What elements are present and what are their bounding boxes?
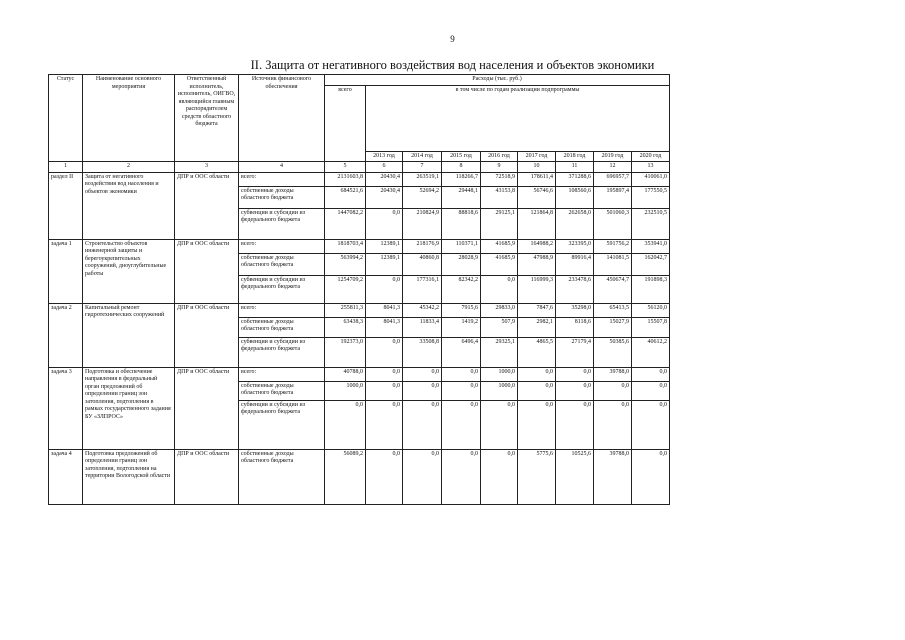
cell-year-value: 118266,7 <box>442 172 481 186</box>
cell-year-value: 0,0 <box>481 449 518 504</box>
cell-year-value: 27179,4 <box>556 337 594 367</box>
cell-year-value: 15027,9 <box>594 317 632 337</box>
cell-year-value: 0,0 <box>366 449 403 504</box>
cell-year-value: 29448,1 <box>442 186 481 208</box>
cell-year-value: 0,0 <box>518 400 556 449</box>
row-status: задача 4 <box>49 449 83 504</box>
column-index-row <box>49 162 670 173</box>
cell-year-value: 0,0 <box>366 381 403 400</box>
cell-total: 255811,3 <box>325 303 366 317</box>
cell-year-value: 450674,7 <box>594 275 632 303</box>
cell-year-value: 116999,3 <box>518 275 556 303</box>
cell-year-value: 0,0 <box>366 367 403 381</box>
cell-year-value: 40612,2 <box>632 337 670 367</box>
cell-year-value: 1000,0 <box>481 367 518 381</box>
cell-year-value: 88818,6 <box>442 208 481 239</box>
row-source: субвенции и субсидии из федерального бюджета <box>239 400 325 449</box>
header-name: Наименование основного мероприятия <box>83 75 175 162</box>
row-source: субвенции и субсидии из федерального бюджета <box>239 275 325 303</box>
cell-year-value: 0,0 <box>442 400 481 449</box>
cell-year-value: 65413,5 <box>594 303 632 317</box>
cell-year-value: 33508,8 <box>403 337 442 367</box>
cell-year-value: 0,0 <box>442 449 481 504</box>
cell-year-value: 8041,3 <box>366 303 403 317</box>
cell-total: 2131603,8 <box>325 172 366 186</box>
cell-year-value: 20430,4 <box>366 186 403 208</box>
cell-year-value: 121864,8 <box>518 208 556 239</box>
cell-year-value: 233478,6 <box>556 275 594 303</box>
header-year: 2016 год <box>481 151 518 162</box>
column-index: 2 <box>83 162 175 173</box>
header-year: 2020 год <box>632 151 670 162</box>
cell-year-value: 0,0 <box>594 400 632 449</box>
row-status: задача 2 <box>49 303 83 367</box>
cell-year-value: 410061,0 <box>632 172 670 186</box>
cell-year-value: 353941,0 <box>632 239 670 253</box>
column-index: 3 <box>175 162 239 173</box>
row-source: собственные доходы областного бюджета <box>239 186 325 208</box>
column-index: 13 <box>632 162 670 173</box>
cell-year-value: 7915,6 <box>442 303 481 317</box>
cell-year-value: 108560,6 <box>556 186 594 208</box>
cell-year-value: 191898,3 <box>632 275 670 303</box>
cell-year-value: 218176,9 <box>403 239 442 253</box>
row-activity-name: Капитальный ремонт гидротехнических сооружений <box>83 303 175 367</box>
cell-year-value: 0,0 <box>632 449 670 504</box>
budget-table <box>48 74 670 505</box>
cell-year-value: 43153,8 <box>481 186 518 208</box>
cell-year-value: 177550,5 <box>632 186 670 208</box>
cell-year-value: 39788,0 <box>594 367 632 381</box>
cell-year-value: 371288,6 <box>556 172 594 186</box>
header-expenses: Расходы (тыс. руб.) <box>325 75 670 86</box>
column-index: 4 <box>239 162 325 173</box>
cell-year-value: 8041,3 <box>366 317 403 337</box>
cell-total: 1000,0 <box>325 381 366 400</box>
page-number: 9 <box>450 34 455 44</box>
cell-total: 0,0 <box>325 400 366 449</box>
header-source: Источник финансового обеспечения <box>239 75 325 162</box>
table-row <box>49 367 670 381</box>
row-source: всего: <box>239 303 325 317</box>
row-source: всего: <box>239 172 325 186</box>
table-row <box>49 303 670 317</box>
cell-year-value: 0,0 <box>366 208 403 239</box>
cell-total: 1447082,2 <box>325 208 366 239</box>
cell-year-value: 0,0 <box>403 367 442 381</box>
cell-year-value: 164988,2 <box>518 239 556 253</box>
cell-year-value: 0,0 <box>556 381 594 400</box>
column-index: 12 <box>594 162 632 173</box>
cell-year-value: 178611,4 <box>518 172 556 186</box>
table-row <box>49 239 670 253</box>
cell-year-value: 501060,3 <box>594 208 632 239</box>
row-source: собственные доходы областного бюджета <box>239 449 325 504</box>
cell-year-value: 0,0 <box>366 400 403 449</box>
row-source: субвенции и субсидии из федерального бюджета <box>239 208 325 239</box>
row-source: субвенции и субсидии из федерального бюджета <box>239 337 325 367</box>
cell-total: 1254709,2 <box>325 275 366 303</box>
cell-total: 40788,0 <box>325 367 366 381</box>
table-row <box>49 172 670 186</box>
cell-year-value: 52694,2 <box>403 186 442 208</box>
cell-year-value: 82342,2 <box>442 275 481 303</box>
cell-year-value: 0,0 <box>632 381 670 400</box>
cell-year-value: 0,0 <box>518 367 556 381</box>
cell-year-value: 5775,6 <box>518 449 556 504</box>
row-source: всего: <box>239 239 325 253</box>
header-total: всего <box>325 85 366 162</box>
cell-year-value: 1000,0 <box>481 381 518 400</box>
cell-year-value: 0,0 <box>556 367 594 381</box>
cell-year-value: 696957,7 <box>594 172 632 186</box>
cell-year-value: 7847,6 <box>518 303 556 317</box>
cell-year-value: 210824,9 <box>403 208 442 239</box>
cell-year-value: 0,0 <box>366 275 403 303</box>
cell-year-value: 0,0 <box>556 400 594 449</box>
cell-year-value: 35298,0 <box>556 303 594 317</box>
cell-year-value: 507,9 <box>481 317 518 337</box>
cell-year-value: 56120,0 <box>632 303 670 317</box>
cell-year-value: 40860,8 <box>403 253 442 275</box>
row-activity-name: Подготовка предложений об определении границ зон затопления, подтопления на территории Вологодской области <box>83 449 175 504</box>
cell-year-value: 8118,6 <box>556 317 594 337</box>
row-executor: ДПР и ООС области <box>175 172 239 239</box>
cell-year-value: 15507,8 <box>632 317 670 337</box>
row-source: собственные доходы областного бюджета <box>239 253 325 275</box>
cell-year-value: 0,0 <box>366 337 403 367</box>
cell-year-value: 10525,6 <box>556 449 594 504</box>
cell-year-value: 0,0 <box>632 367 670 381</box>
cell-year-value: 29325,1 <box>481 337 518 367</box>
cell-year-value: 0,0 <box>403 381 442 400</box>
row-source: собственные доходы областного бюджета <box>239 317 325 337</box>
cell-total: 563994,2 <box>325 253 366 275</box>
cell-year-value: 232510,5 <box>632 208 670 239</box>
cell-year-value: 0,0 <box>403 400 442 449</box>
cell-year-value: 29833,0 <box>481 303 518 317</box>
row-activity-name: Строительство объектов инженерной защиты и берегоукрепительных сооружений, дноуглубительные работы <box>83 239 175 303</box>
header-year: 2013 год <box>366 151 403 162</box>
column-index: 11 <box>556 162 594 173</box>
column-index: 8 <box>442 162 481 173</box>
cell-year-value: 0,0 <box>632 400 670 449</box>
cell-year-value: 0,0 <box>403 449 442 504</box>
row-executor: ДПР и ООС области <box>175 449 239 504</box>
cell-year-value: 72518,9 <box>481 172 518 186</box>
cell-year-value: 162042,7 <box>632 253 670 275</box>
cell-total: 1818703,4 <box>325 239 366 253</box>
header-status: Статус <box>49 75 83 162</box>
cell-total: 684521,6 <box>325 186 366 208</box>
cell-year-value: 0,0 <box>442 381 481 400</box>
cell-year-value: 263519,1 <box>403 172 442 186</box>
row-activity-name: Защита от негативного воздействия вод населения и объектов экономики <box>83 172 175 239</box>
cell-year-value: 591756,2 <box>594 239 632 253</box>
row-status: задача 3 <box>49 367 83 449</box>
section-title: II. Защита от негативного воздействия вод населения и объектов экономики <box>250 58 655 72</box>
table-row <box>49 449 670 504</box>
cell-year-value: 141081,5 <box>594 253 632 275</box>
cell-year-value: 0,0 <box>518 381 556 400</box>
cell-year-value: 0,0 <box>442 367 481 381</box>
row-status: раздел II <box>49 172 83 239</box>
cell-year-value: 110371,1 <box>442 239 481 253</box>
cell-year-value: 4865,5 <box>518 337 556 367</box>
cell-year-value: 323395,0 <box>556 239 594 253</box>
header-year: 2014 год <box>403 151 442 162</box>
cell-year-value: 195897,4 <box>594 186 632 208</box>
row-executor: ДПР и ООС области <box>175 303 239 367</box>
cell-year-value: 20430,4 <box>366 172 403 186</box>
cell-year-value: 6496,4 <box>442 337 481 367</box>
cell-year-value: 89916,4 <box>556 253 594 275</box>
column-index: 9 <box>481 162 518 173</box>
cell-year-value: 0,0 <box>594 381 632 400</box>
cell-year-value: 47988,9 <box>518 253 556 275</box>
column-index: 10 <box>518 162 556 173</box>
cell-year-value: 45342,2 <box>403 303 442 317</box>
header-row <box>49 75 670 86</box>
row-status: задача 1 <box>49 239 83 303</box>
cell-year-value: 1419,2 <box>442 317 481 337</box>
cell-year-value: 262658,0 <box>556 208 594 239</box>
cell-year-value: 29125,1 <box>481 208 518 239</box>
cell-year-value: 12389,1 <box>366 253 403 275</box>
row-executor: ДПР и ООС области <box>175 367 239 449</box>
column-index: 7 <box>403 162 442 173</box>
cell-year-value: 56746,6 <box>518 186 556 208</box>
cell-year-value: 41685,9 <box>481 239 518 253</box>
row-source: всего: <box>239 367 325 381</box>
header-year: 2015 год <box>442 151 481 162</box>
header-year: 2018 год <box>556 151 594 162</box>
column-index: 1 <box>49 162 83 173</box>
row-source: собственные доходы областного бюджета <box>239 381 325 400</box>
row-activity-name: Подготовка и обеспечение направления в федеральный орган предложений об определении границ зон затопления, подтопления в рамках государственного задания БУ «ЗЛПРОС» <box>83 367 175 449</box>
header-year: 2017 год <box>518 151 556 162</box>
column-index: 6 <box>366 162 403 173</box>
cell-year-value: 28028,9 <box>442 253 481 275</box>
cell-year-value: 50385,6 <box>594 337 632 367</box>
header-year: 2019 год <box>594 151 632 162</box>
cell-total: 56089,2 <box>325 449 366 504</box>
row-executor: ДПР и ООС области <box>175 239 239 303</box>
cell-year-value: 177316,1 <box>403 275 442 303</box>
header-by-years: в том числе по годам реализации подпрограммы <box>366 85 670 151</box>
header-executor: Ответственный исполнитель, исполнитель, ОИГВО, являющийся главным распорядителем средств областного бюджета <box>175 75 239 162</box>
cell-year-value: 39788,0 <box>594 449 632 504</box>
cell-year-value: 41685,9 <box>481 253 518 275</box>
cell-year-value: 0,0 <box>481 275 518 303</box>
cell-total: 192373,0 <box>325 337 366 367</box>
cell-year-value: 2982,1 <box>518 317 556 337</box>
cell-year-value: 12389,1 <box>366 239 403 253</box>
column-index: 5 <box>325 162 366 173</box>
cell-year-value: 0,0 <box>481 400 518 449</box>
cell-total: 63438,3 <box>325 317 366 337</box>
cell-year-value: 11833,4 <box>403 317 442 337</box>
